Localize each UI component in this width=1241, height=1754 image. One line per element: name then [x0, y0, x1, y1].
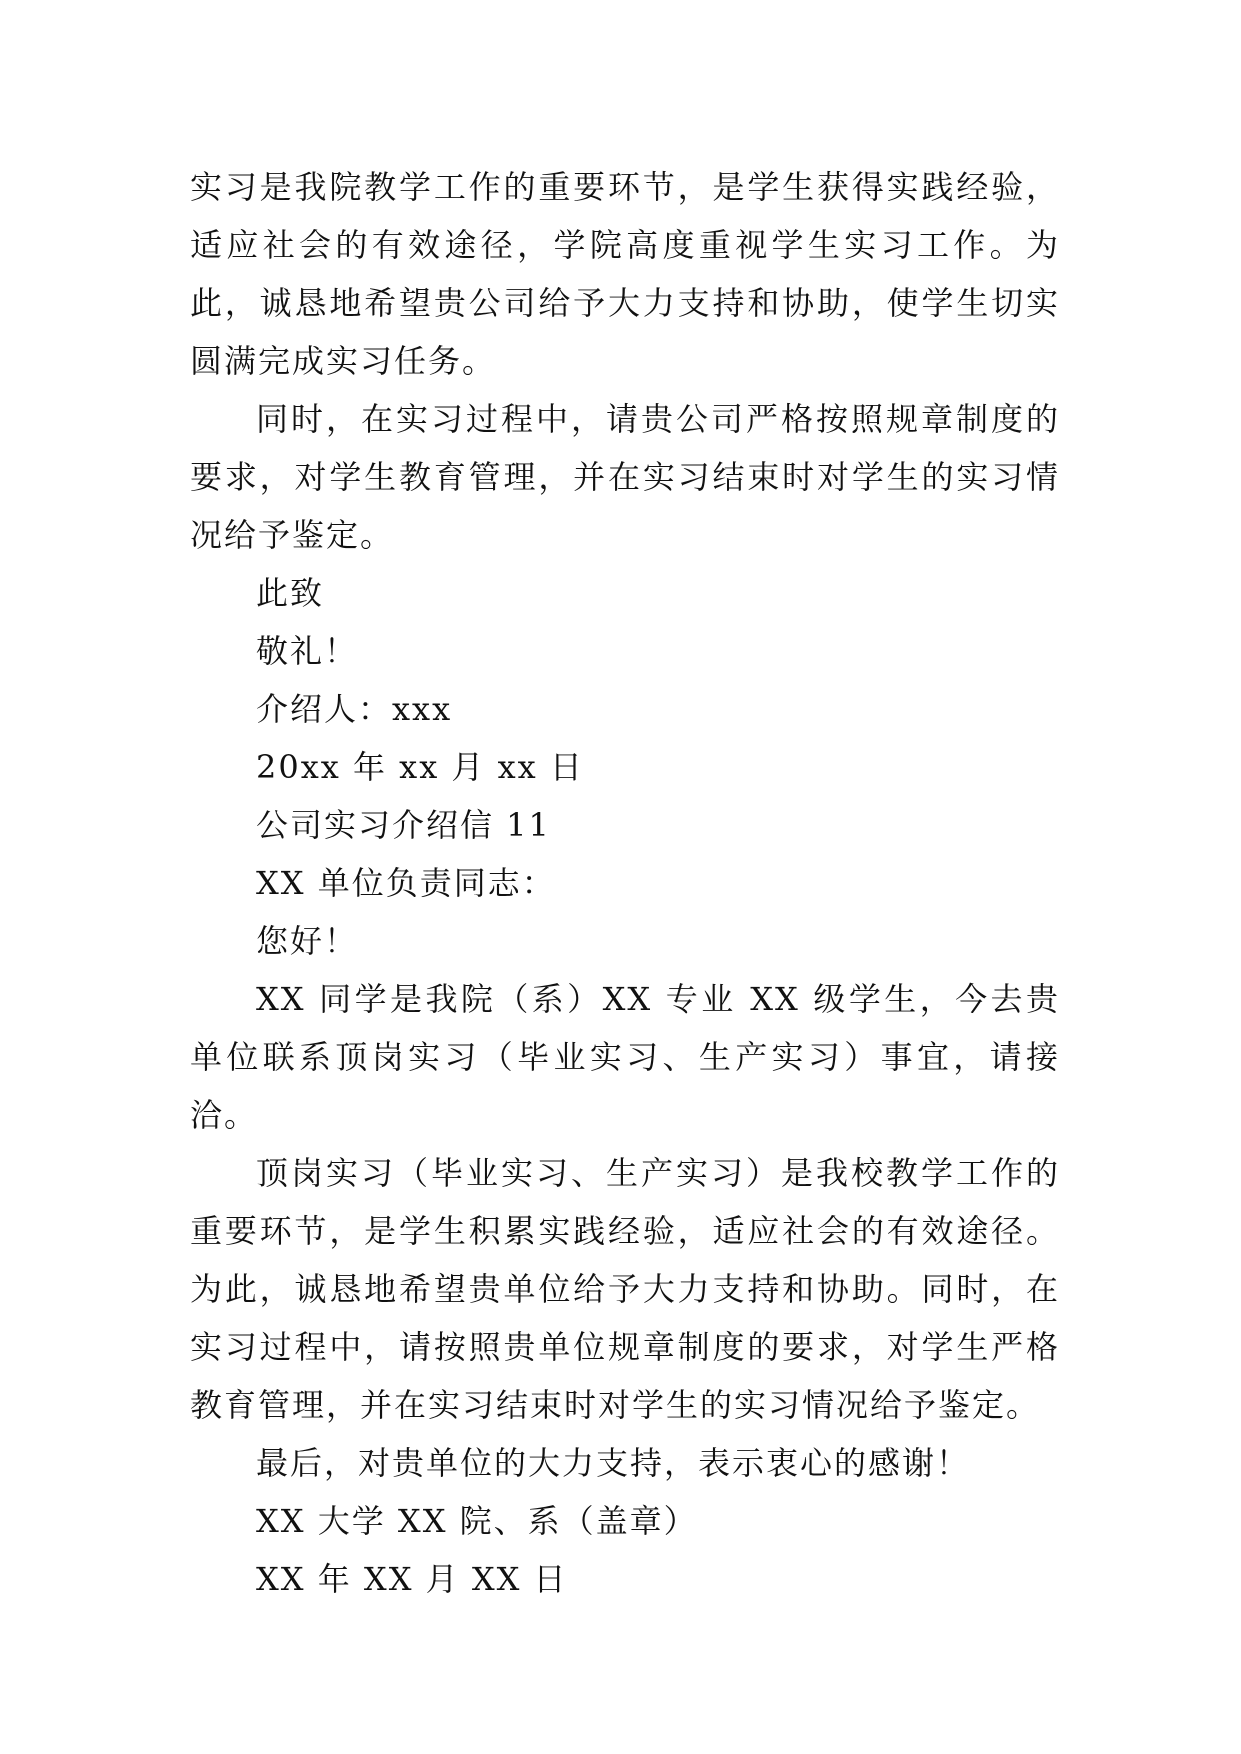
- closing-salutation: 此致: [256, 574, 325, 612]
- paragraph-request-management: 同时，在实习过程中，请贵公司严格按照规章制度的要求，对学生教育管理，并在实习结束时对学生的实习情况给予鉴定。: [190, 400, 1060, 554]
- addressee-line: XX 单位负责同志：: [256, 864, 556, 902]
- issue-date-line: XX 年 XX 月 XX 日: [256, 1560, 568, 1598]
- introducer-line: 介绍人：xxx: [256, 690, 453, 728]
- issuer-line: XX 大学 XX 院、系（盖章）: [256, 1502, 698, 1540]
- thanks-line: 最后，对贵单位的大力支持，表示衷心的感谢！: [256, 1444, 971, 1482]
- greeting-line: 您好！: [256, 922, 359, 960]
- letter-heading: 公司实习介绍信 11: [256, 806, 551, 844]
- date-line: 20xx 年 xx 月 xx 日: [256, 748, 584, 786]
- document-page: [190, 158, 1060, 1608]
- closing-regards: 敬礼！: [256, 632, 359, 670]
- paragraph-internship-request: 顶岗实习（毕业实习、生产实习）是我校教学工作的重要环节，是学生积累实践经验，适应社会的有效途径。为此，诚恳地希望贵单位给予大力支持和协助。同时，在实习过程中，请按照贵单位规章制度的要求，对学生严格教育管理，并在实习结束时对学生的实习情况给予鉴定。: [190, 1154, 1060, 1424]
- paragraph-internship-importance: 实习是我院教学工作的重要环节，是学生获得实践经验，适应社会的有效途径，学院高度重视学生实习工作。为此，诚恳地希望贵公司给予大力支持和协助，使学生切实圆满完成实习任务。: [190, 168, 1060, 380]
- paragraph-student-intro: XX 同学是我院（系）XX 专业 XX 级学生，今去贵单位联系顶岗实习（毕业实习、生产实习）事宜，请接洽。: [190, 980, 1060, 1134]
